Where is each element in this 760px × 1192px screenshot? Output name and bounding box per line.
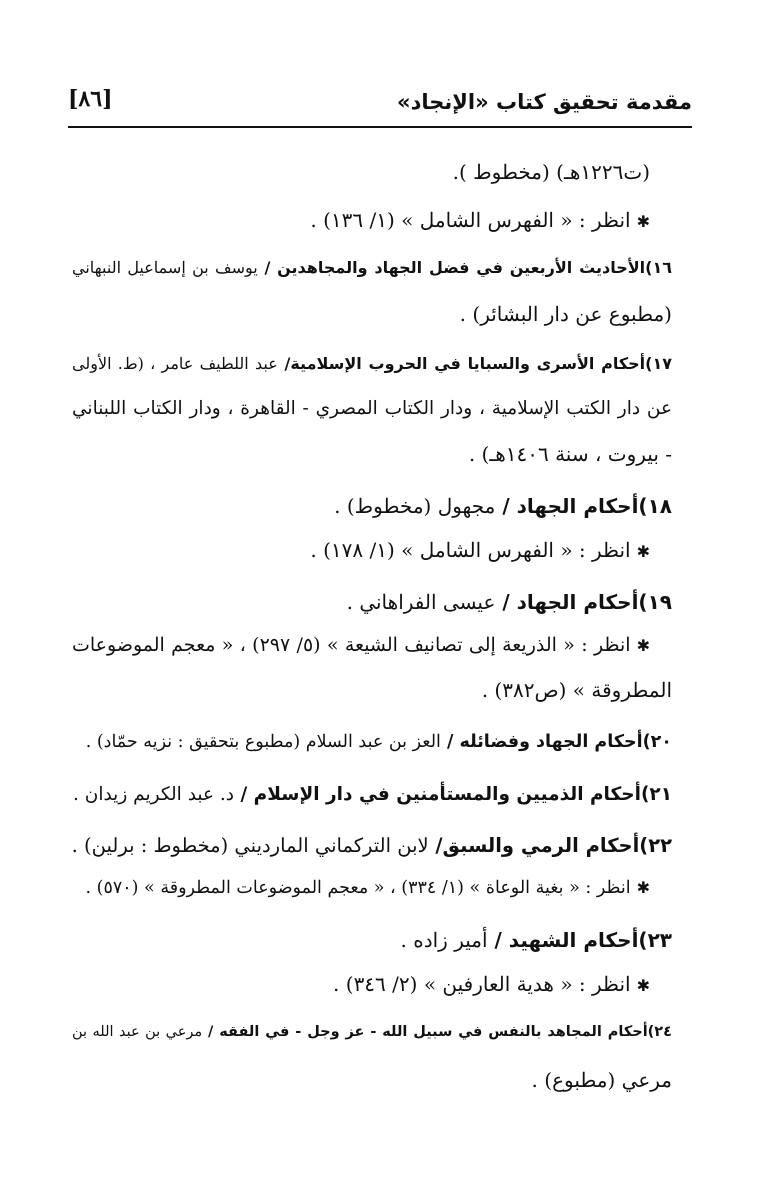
- entry-author: مرعي بن عبد الله بن: [72, 1024, 203, 1040]
- entry-22: [72, 834, 672, 857]
- line-text: المطروقة » (ص٣٨٢) .: [481, 678, 672, 702]
- line-text: (ت١٢٢٦هـ) (مخطوط ).: [452, 160, 650, 184]
- entry-author: أمير زاده .: [400, 928, 488, 952]
- entry-title: ١٩)أحكام الجهاد /: [495, 590, 672, 614]
- line-text: انظر : « هدية العارفين » (٢/ ٣٤٦) .: [333, 972, 631, 996]
- text-line: [469, 442, 672, 466]
- entry-18: [334, 494, 672, 518]
- entry-author: عبد اللطيف عامر ، (ط. الأولى: [72, 354, 278, 373]
- entry-title: ١٧)أحكام الأسرى والسبايا في الحروب الإسلامية/: [277, 354, 673, 373]
- entry-title: ١٦)الأحاديث الأربعين في فضل الجهاد والمجاهدين /: [257, 258, 673, 277]
- asterisk-icon: ✱: [636, 636, 650, 655]
- entry-21: [73, 784, 672, 805]
- entry-17: [72, 354, 672, 373]
- text-line: [72, 398, 672, 419]
- line-text: انظر : « الذريعة إلى تصانيف الشيعة » (٥/ ٢٩٧) ، « معجم الموضوعات: [72, 634, 631, 656]
- line-text: - بيروت ، سنة ١٤٠٦هـ) .: [468, 442, 672, 466]
- line-text: انظر : « بغية الوعاة » (١/ ٣٣٤) ، « معجم الموضوعات المطروقة » (٥٧٠) .: [85, 878, 631, 898]
- note-line: [310, 538, 650, 562]
- entry-author: د. عبد الكريم زيدان .: [72, 784, 235, 805]
- asterisk-icon: ✱: [636, 878, 650, 897]
- line-text: انظر : « الفهرس الشامل » (١/ ١٧٨) .: [310, 538, 631, 562]
- entry-title: ١٨)أحكام الجهاد /: [495, 494, 672, 518]
- line-text: مرعي (مطبوع) .: [531, 1068, 672, 1092]
- asterisk-icon: ✱: [636, 976, 650, 995]
- entry-title: ٢٢)أحكام الرمي والسبق/: [428, 834, 672, 857]
- entry-author: يوسف بن إسماعيل النبهاني: [72, 258, 258, 277]
- running-title: مقدمة تحقيق كتاب «الإنجاد»: [397, 90, 692, 114]
- entry-author: عيسى الفراهاني .: [346, 590, 496, 614]
- text-line: [460, 302, 672, 326]
- page-header: [68, 86, 692, 122]
- page-number: [٨٦]: [68, 86, 113, 112]
- note-line: [333, 972, 650, 996]
- entry-20: [86, 732, 672, 752]
- text-line: [532, 1068, 672, 1092]
- line-text: (مطبوع عن دار البشائر) .: [459, 302, 672, 326]
- entry-author: مجهول (مخطوط) .: [334, 494, 496, 518]
- entry-16: [72, 258, 672, 277]
- note-line: [72, 634, 650, 656]
- entry-title: ٢٣)أحكام الشهيد /: [487, 928, 672, 952]
- text-line: [453, 160, 650, 184]
- entry-title: ٢٠)أحكام الجهاد وفضائله /: [440, 732, 672, 752]
- entry-23: [401, 928, 672, 952]
- entry-title: ٢٤)أحكام المجاهد بالنفس في سبيل الله - عز وجل - في الفقه /: [202, 1024, 672, 1040]
- header-rule: [68, 126, 692, 128]
- asterisk-icon: ✱: [636, 542, 650, 561]
- asterisk-icon: ✱: [636, 212, 650, 231]
- entry-24: [72, 1024, 672, 1040]
- text-line: [482, 678, 672, 702]
- entry-title: ٢١)أحكام الذميين والمستأمنين في دار الإسلام /: [234, 784, 672, 805]
- entry-author: العز بن عبد السلام (مطبوع بتحقيق : نزيه حمّاد) .: [85, 732, 441, 752]
- note-line: [310, 208, 650, 232]
- entry-19: [347, 590, 672, 614]
- line-text: عن دار الكتب الإسلامية ، ودار الكتاب المصري - القاهرة ، ودار الكتاب اللبناني: [72, 398, 672, 419]
- entry-author: لابن التركماني المارديني (مخطوط : برلين) .: [71, 834, 429, 857]
- line-text: انظر : « الفهرس الشامل » (١/ ١٣٦) .: [310, 208, 631, 232]
- note-line: [86, 878, 651, 898]
